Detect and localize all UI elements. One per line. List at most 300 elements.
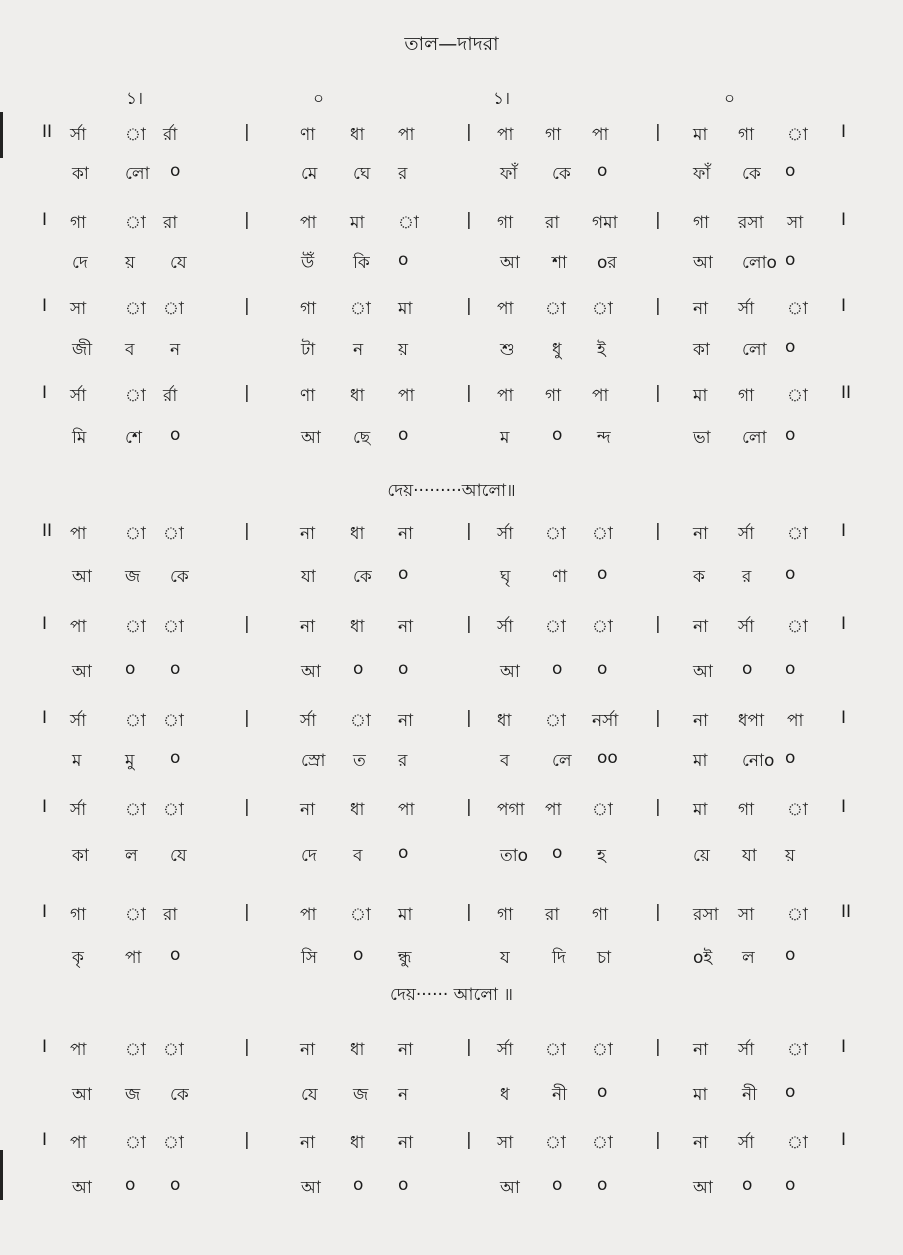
note-cell: পা <box>300 905 317 925</box>
bar-line: | <box>244 210 250 230</box>
lyric-syllable: ফাঁ <box>693 164 711 184</box>
lyric-syllable: ο <box>785 659 796 679</box>
note-cell: া <box>592 1040 613 1060</box>
lyric-syllable: ο <box>170 748 181 768</box>
lyric-syllable: οο <box>597 748 618 768</box>
lyric-syllable: ব <box>500 751 510 771</box>
note-cell: র্সা <box>70 711 87 731</box>
lyric-syllable: যা <box>742 846 757 866</box>
note-cell: মা <box>398 905 413 925</box>
note-cell: না <box>398 617 414 637</box>
bar-line: | <box>466 614 472 634</box>
bar-line: I <box>841 296 847 316</box>
bar-line: | <box>655 902 661 922</box>
lyric-syllable: ο <box>398 250 409 270</box>
bar-line: I <box>841 708 847 728</box>
lyric-syllable: ধু <box>552 340 562 360</box>
lyric-syllable: টা <box>301 340 316 360</box>
binding-edge-mark <box>0 1150 3 1200</box>
lyric-syllable: οর <box>597 253 617 273</box>
bar-line: | <box>655 797 661 817</box>
bar-line: I <box>841 1037 847 1057</box>
note-cell: ধপা <box>738 711 764 731</box>
lyric-syllable: ο <box>785 1082 796 1102</box>
note-cell: না <box>693 1133 709 1153</box>
note-cell: পগা <box>497 800 525 820</box>
lyric-syllable: ন <box>398 1085 409 1105</box>
lyric-syllable: মি <box>72 428 87 448</box>
refrain-label: দেয়······ আলো ॥ <box>390 985 513 1005</box>
note-cell: পা <box>300 213 317 233</box>
note-cell: না <box>300 1040 316 1060</box>
bar-line: | <box>244 902 250 922</box>
note-cell: া <box>163 524 184 544</box>
notation-row <box>0 797 903 829</box>
bar-line: I <box>42 902 48 922</box>
note-cell: া <box>545 711 566 731</box>
note-cell: না <box>693 524 709 544</box>
note-cell: া <box>545 617 566 637</box>
note-cell: া <box>125 1133 146 1153</box>
lyric-syllable: οই <box>693 948 713 968</box>
note-cell: সা <box>787 213 804 233</box>
note-cell: নর্সা <box>592 711 619 731</box>
lyric-syllable: য় <box>398 340 409 360</box>
lyric-syllable: ম <box>72 751 82 771</box>
lyric-syllable: মা <box>693 751 708 771</box>
lyric-syllable: ο <box>398 659 409 679</box>
lyric-syllable: র <box>742 567 752 587</box>
lyric-syllable: কা <box>72 164 89 184</box>
beat-marker: ১। <box>126 89 144 109</box>
note-cell: র্সা <box>497 1040 514 1060</box>
note-cell: া <box>125 800 146 820</box>
note-cell: া <box>163 711 184 731</box>
lyric-syllable: ο <box>125 1175 136 1195</box>
lyric-syllable: নোο <box>742 751 775 771</box>
beat-marker: ০ <box>724 89 736 109</box>
note-cell: রা <box>545 213 560 233</box>
lyric-syllable: সি <box>301 948 318 968</box>
note-cell: সা <box>738 905 755 925</box>
note-cell: সা <box>70 299 87 319</box>
note-cell: র্সা <box>738 524 755 544</box>
lyric-syllable: ο <box>170 659 181 679</box>
bar-line: | <box>244 1037 250 1057</box>
note-cell: রসা <box>693 905 719 925</box>
note-cell: র্রা <box>163 386 178 406</box>
lyric-syllable: মে <box>301 164 318 184</box>
note-cell: া <box>125 905 146 925</box>
bar-line: I <box>42 383 48 403</box>
lyric-syllable: ঘে <box>353 164 371 184</box>
note-cell: না <box>693 299 709 319</box>
note-cell: পা <box>592 386 609 406</box>
lyric-syllable: ο <box>125 659 136 679</box>
lyric-syllable: ο <box>785 337 796 357</box>
note-cell: া <box>163 1133 184 1153</box>
note-cell: মা <box>693 125 708 145</box>
bar-line: | <box>655 1037 661 1057</box>
note-cell: া <box>350 299 371 319</box>
lyric-syllable: আ <box>301 662 321 682</box>
note-cell: না <box>398 711 414 731</box>
note-cell: না <box>300 1133 316 1153</box>
bar-line: | <box>466 210 472 230</box>
note-cell: গা <box>497 213 514 233</box>
note-cell: া <box>350 711 371 731</box>
bar-line: I <box>42 708 48 728</box>
note-cell: পা <box>497 386 514 406</box>
lyric-syllable: মু <box>125 751 135 771</box>
lyric-syllable: ন্ধু <box>398 948 412 968</box>
note-cell: র্সা <box>70 125 87 145</box>
lyric-syllable: য় <box>125 253 136 273</box>
bar-line: | <box>655 614 661 634</box>
lyric-syllable: ο <box>170 1175 181 1195</box>
note-cell: া <box>787 386 808 406</box>
lyric-syllable: হ <box>597 846 606 866</box>
note-cell: র্রা <box>163 125 178 145</box>
lyric-syllable: য়ে <box>693 846 710 866</box>
note-cell: া <box>545 524 566 544</box>
lyric-syllable: উঁ <box>301 253 315 273</box>
note-cell: গা <box>497 905 514 925</box>
note-cell: র্সা <box>738 617 755 637</box>
lyric-syllable: ο <box>398 843 409 863</box>
lyric-syllable: জ <box>125 1085 141 1105</box>
lyric-syllable: আ <box>72 1178 92 1198</box>
note-cell: া <box>787 905 808 925</box>
bar-line: | <box>466 521 472 541</box>
lyric-syllable: ধ <box>500 1085 510 1105</box>
note-cell: গা <box>738 125 755 145</box>
note-cell: া <box>350 905 371 925</box>
lyric-syllable: ο <box>353 659 364 679</box>
lyric-syllable: ο <box>552 1175 563 1195</box>
note-cell: া <box>125 386 146 406</box>
note-cell: পা <box>787 711 804 731</box>
note-cell: পা <box>545 800 562 820</box>
lyric-syllable: কৃ <box>72 948 84 968</box>
note-cell: গা <box>738 800 755 820</box>
lyric-row <box>0 564 903 596</box>
lyric-syllable: ο <box>398 564 409 584</box>
note-cell: গা <box>545 386 562 406</box>
bar-line: I <box>841 210 847 230</box>
lyric-syllable: শু <box>500 340 515 360</box>
note-cell: গা <box>545 125 562 145</box>
lyric-syllable: ο <box>785 945 796 965</box>
note-cell: মা <box>350 213 365 233</box>
lyric-syllable: ন্দ <box>597 428 611 448</box>
notation-row <box>0 383 903 415</box>
lyric-syllable: ο <box>353 1175 364 1195</box>
lyric-syllable: মা <box>693 1085 708 1105</box>
note-cell: র্সা <box>738 1040 755 1060</box>
note-cell: না <box>693 1040 709 1060</box>
note-cell: ধা <box>350 524 365 544</box>
note-cell: রসা <box>738 213 764 233</box>
lyric-syllable: জী <box>72 340 93 360</box>
note-cell: পা <box>398 125 415 145</box>
lyric-syllable: ο <box>785 564 796 584</box>
page-title: তাল—দাদরা <box>404 33 499 55</box>
note-cell: গা <box>70 213 87 233</box>
note-cell: ধা <box>350 617 365 637</box>
note-cell: র্সা <box>497 524 514 544</box>
lyric-syllable: ο <box>353 945 364 965</box>
notation-row <box>0 1037 903 1069</box>
bar-line: | <box>244 1130 250 1150</box>
lyric-syllable: তাο <box>500 846 529 866</box>
bar-line: II <box>841 383 852 403</box>
note-cell: না <box>398 524 414 544</box>
lyric-syllable: কে <box>170 1085 189 1105</box>
lyric-syllable: কি <box>353 253 370 273</box>
lyric-syllable: কা <box>693 340 710 360</box>
note-cell: ধা <box>350 386 365 406</box>
note-cell: গা <box>592 905 609 925</box>
lyric-syllable: ব <box>353 846 363 866</box>
lyric-syllable: ο <box>785 161 796 181</box>
note-cell: মা <box>693 386 708 406</box>
lyric-row <box>0 425 903 457</box>
note-cell: া <box>787 617 808 637</box>
lyric-syllable: আ <box>693 1178 713 1198</box>
bar-line: I <box>841 797 847 817</box>
lyric-row <box>0 337 903 369</box>
note-cell: া <box>787 299 808 319</box>
lyric-syllable: ο <box>597 1175 608 1195</box>
note-cell: রা <box>163 213 178 233</box>
binding-edge-mark <box>0 112 3 158</box>
note-cell: না <box>300 617 316 637</box>
lyric-syllable: আ <box>72 1085 92 1105</box>
lyric-syllable: ο <box>597 564 608 584</box>
bar-line: | <box>466 1130 472 1150</box>
notation-row <box>0 521 903 553</box>
lyric-syllable: ফাঁ <box>500 164 518 184</box>
bar-line: I <box>42 1130 48 1150</box>
notation-row <box>0 122 903 154</box>
lyric-syllable: যা <box>301 567 316 587</box>
lyric-syllable: ব <box>125 340 135 360</box>
lyric-syllable: ত <box>353 751 366 771</box>
lyric-row <box>0 659 903 691</box>
note-cell: ণা <box>300 125 316 145</box>
note-cell: া <box>125 711 146 731</box>
lyric-syllable: যে <box>301 1085 318 1105</box>
lyric-syllable: ছে <box>353 428 371 448</box>
bar-line: | <box>466 708 472 728</box>
bar-line: | <box>244 383 250 403</box>
lyric-syllable: আ <box>693 662 713 682</box>
beat-marker-row <box>0 86 903 112</box>
lyric-syllable: নী <box>742 1085 758 1105</box>
lyric-syllable: কে <box>353 567 372 587</box>
note-cell: পা <box>70 524 87 544</box>
note-cell: গা <box>70 905 87 925</box>
lyric-syllable: যে <box>170 253 187 273</box>
bar-line: I <box>841 614 847 634</box>
note-cell: ধা <box>350 125 365 145</box>
lyric-syllable: আ <box>693 253 713 273</box>
beat-marker: ০ <box>313 89 325 109</box>
note-cell: া <box>787 1133 808 1153</box>
bar-line: | <box>466 383 472 403</box>
note-cell: া <box>592 1133 613 1153</box>
note-cell: ণা <box>300 386 316 406</box>
lyric-syllable: দে <box>301 846 317 866</box>
lyric-syllable: ο <box>597 659 608 679</box>
note-cell: া <box>592 524 613 544</box>
lyric-syllable: ο <box>785 425 796 445</box>
bar-line: | <box>244 797 250 817</box>
bar-line: II <box>42 122 53 142</box>
lyric-syllable: ο <box>785 748 796 768</box>
lyric-row <box>0 161 903 193</box>
note-cell: র্সা <box>497 617 514 637</box>
note-cell: না <box>398 1040 414 1060</box>
bar-line: | <box>655 521 661 541</box>
bar-line: | <box>244 708 250 728</box>
note-cell: পা <box>592 125 609 145</box>
lyric-syllable: ভা <box>693 428 711 448</box>
lyric-syllable: কে <box>170 567 189 587</box>
note-cell: া <box>787 1040 808 1060</box>
lyric-syllable: ο <box>552 843 563 863</box>
notation-row <box>0 708 903 740</box>
note-cell: ধা <box>350 1133 365 1153</box>
lyric-row <box>0 1175 903 1207</box>
lyric-row <box>0 250 903 282</box>
note-cell: া <box>125 617 146 637</box>
note-cell: া <box>787 800 808 820</box>
bar-line: | <box>655 296 661 316</box>
lyric-syllable: ο <box>170 161 181 181</box>
bar-line: | <box>655 122 661 142</box>
bar-line: | <box>655 708 661 728</box>
lyric-syllable: ন <box>353 340 364 360</box>
lyric-syllable: ণা <box>552 567 568 587</box>
note-cell: র্সা <box>738 299 755 319</box>
lyric-syllable: ল <box>125 846 138 866</box>
lyric-syllable: লোο <box>742 253 777 273</box>
lyric-syllable: ο <box>785 1175 796 1195</box>
lyric-syllable: জ <box>353 1085 369 1105</box>
lyric-syllable: ο <box>170 425 181 445</box>
lyric-syllable: ο <box>785 250 796 270</box>
lyric-syllable: কে <box>742 164 761 184</box>
note-cell: পা <box>70 1040 87 1060</box>
lyric-syllable: পা <box>125 948 142 968</box>
lyric-syllable: স্রো <box>301 751 326 771</box>
bar-line: | <box>466 122 472 142</box>
note-cell: া <box>163 617 184 637</box>
bar-line: I <box>42 210 48 230</box>
note-cell: া <box>125 524 146 544</box>
lyric-syllable: য় <box>785 846 796 866</box>
lyric-syllable: আ <box>72 662 92 682</box>
note-cell: না <box>300 524 316 544</box>
note-cell: া <box>125 1040 146 1060</box>
bar-line: I <box>42 1037 48 1057</box>
lyric-syllable: ο <box>170 945 181 965</box>
lyric-syllable: আ <box>500 253 520 273</box>
lyric-syllable: লো <box>125 164 150 184</box>
bar-line: I <box>42 614 48 634</box>
note-cell: া <box>125 299 146 319</box>
lyric-syllable: ঘৃ <box>500 567 511 587</box>
note-cell: পা <box>497 125 514 145</box>
beat-marker: ১। <box>493 89 511 109</box>
bar-line: I <box>841 122 847 142</box>
bar-line: | <box>466 797 472 817</box>
bar-line: | <box>244 296 250 316</box>
note-cell: া <box>545 299 566 319</box>
lyric-syllable: শা <box>552 253 567 273</box>
note-cell: া <box>398 213 419 233</box>
lyric-row <box>0 1082 903 1114</box>
refrain-label: দেয়·········আলো॥ <box>387 481 516 501</box>
note-cell: মা <box>398 299 413 319</box>
note-cell: র্সা <box>70 386 87 406</box>
lyric-syllable: ম <box>500 428 510 448</box>
note-cell: ধা <box>350 800 365 820</box>
note-cell: গমা <box>592 213 618 233</box>
bar-line: | <box>655 383 661 403</box>
lyric-syllable: আ <box>72 567 92 587</box>
note-cell: া <box>545 1133 566 1153</box>
lyric-syllable: ο <box>742 659 753 679</box>
lyric-syllable: লো <box>742 340 767 360</box>
lyric-syllable: ο <box>552 659 563 679</box>
lyric-syllable: চা <box>597 948 612 968</box>
lyric-row <box>0 945 903 977</box>
lyric-syllable: আ <box>500 662 520 682</box>
note-cell: র্সা <box>738 1133 755 1153</box>
lyric-syllable: ই <box>597 340 606 360</box>
note-cell: মা <box>693 800 708 820</box>
lyric-syllable: যে <box>170 846 187 866</box>
note-cell: া <box>592 299 613 319</box>
note-cell: না <box>693 711 709 731</box>
notation-row <box>0 614 903 646</box>
note-cell: সা <box>497 1133 514 1153</box>
lyric-row <box>0 843 903 875</box>
note-cell: া <box>125 213 146 233</box>
lyric-syllable: লে <box>552 751 572 771</box>
bar-line: | <box>244 122 250 142</box>
lyric-row <box>0 748 903 780</box>
bar-line: | <box>655 210 661 230</box>
bar-line: | <box>244 614 250 634</box>
lyric-syllable: য <box>500 948 510 968</box>
note-cell: া <box>787 125 808 145</box>
note-cell: া <box>787 524 808 544</box>
notation-row <box>0 296 903 328</box>
lyric-syllable: দি <box>552 948 566 968</box>
lyric-syllable: আ <box>301 1178 321 1198</box>
lyric-syllable: ন <box>170 340 181 360</box>
bar-line: | <box>466 296 472 316</box>
lyric-syllable: ο <box>597 161 608 181</box>
note-cell: রা <box>163 905 178 925</box>
lyric-syllable: আ <box>301 428 321 448</box>
bar-line: I <box>841 1130 847 1150</box>
lyric-syllable: লো <box>742 428 767 448</box>
